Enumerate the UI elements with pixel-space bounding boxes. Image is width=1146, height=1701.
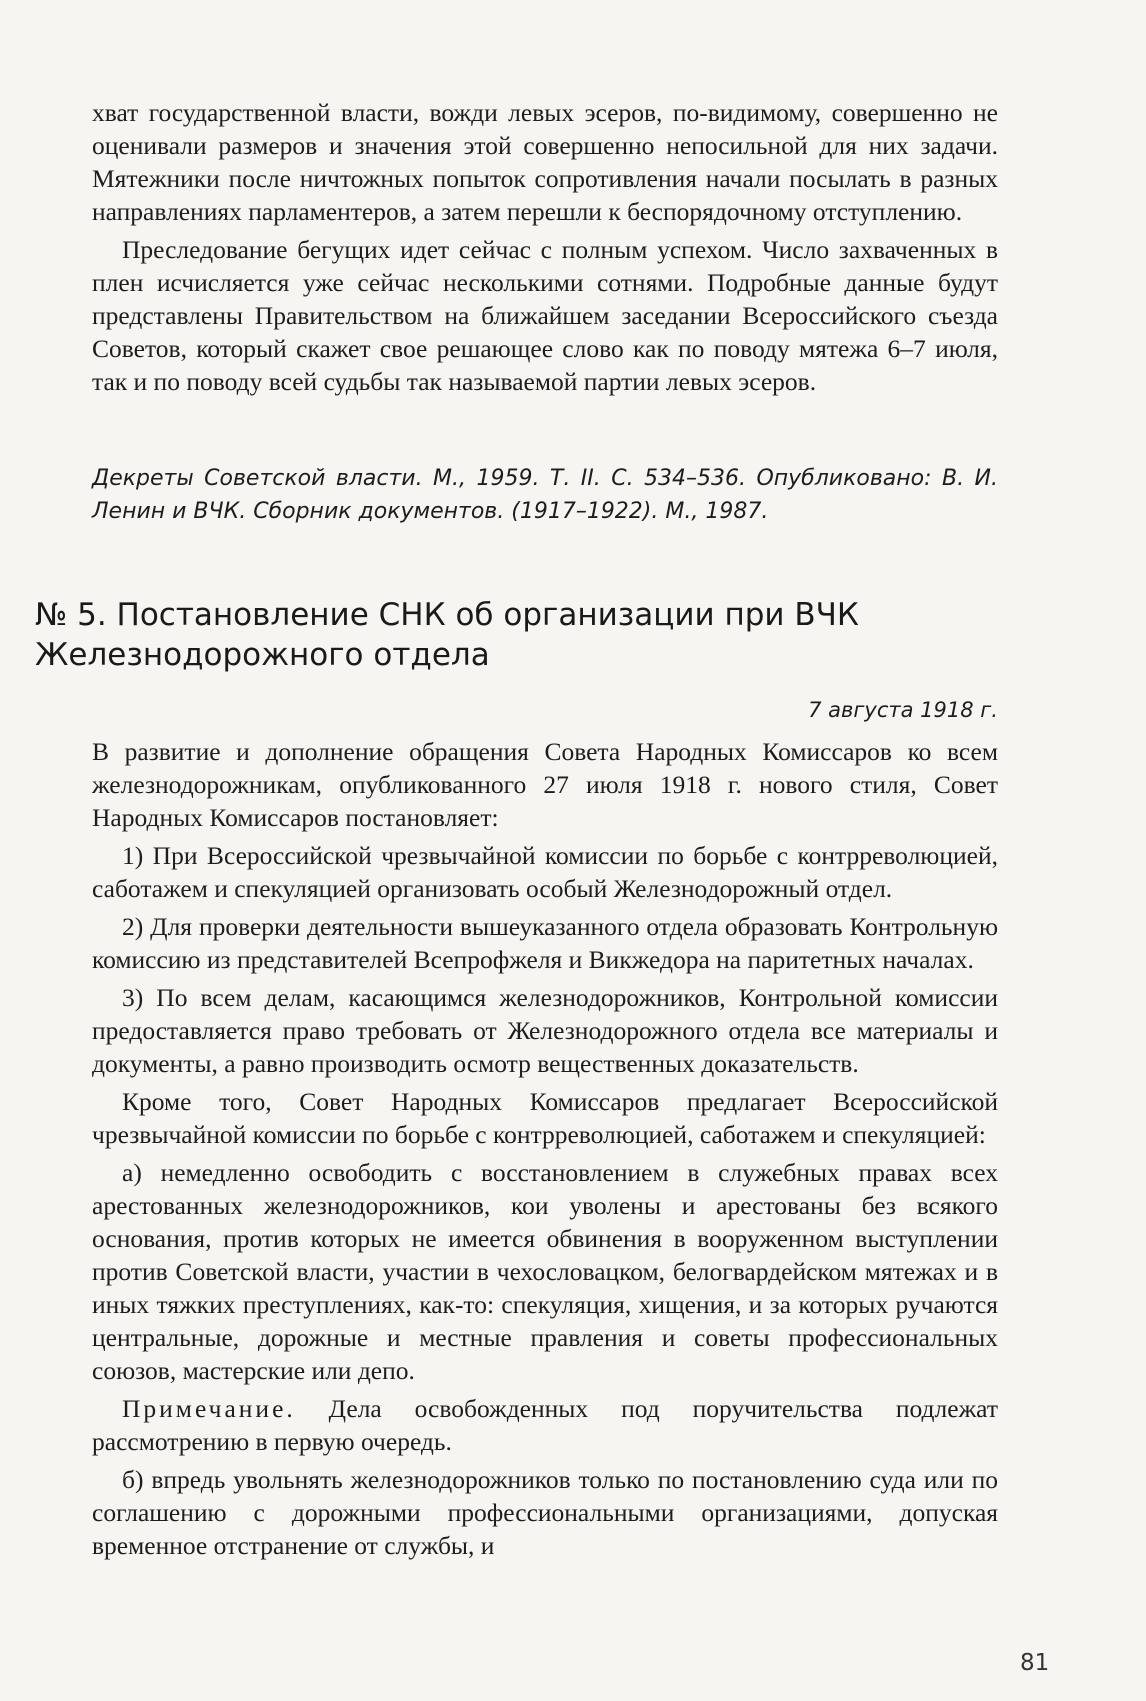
paragraph: б) впредь увольнять железнодорожников только по постановлению суда или по соглашению с дорожными профессиональными организациями, допуская временное отстранение от службы, и bbox=[92, 1465, 998, 1560]
paragraph: Кроме того, Совет Народных Комиссаров предлагает Всероссийской чрезвычайной комиссии по борьбе с контрреволюцией, саботажем и спекуляцией: bbox=[92, 1087, 998, 1149]
source-citation: Декреты Советской власти. М., 1959. Т. II. С. 534–536. Опубликовано: В. И. Ленин и ВЧК. Сборник документов. (1917–1922). М., 1987. bbox=[92, 466, 998, 524]
note-text: Дела освобожденных под поручительства подлежат рассмотрению в первую очередь. bbox=[92, 1394, 998, 1456]
note bbox=[92, 1392, 998, 1458]
paragraph: 3) По всем делам, касающимся железнодорожников, Контрольной комиссии предоставляется право требовать от Железнодорожного отдела все материалы и документы, а равно производить осмотр вещественных доказательств. bbox=[92, 983, 998, 1078]
paragraph: Преследование бегущих идет сейчас с полным успехом. Число захваченных в плен исчисляется уже сейчас несколькими сотнями. Подробные данные будут представлены Правительством на ближайшем заседании Всероссийского съезда Советов, который скажет свое решающее слово как по поводу мятежа 6–7 июля, так и по поводу всей судьбы так называемой партии левых эсеров. bbox=[92, 235, 998, 396]
document-date: 7 августа 1918 г. bbox=[808, 698, 998, 722]
note-label: Примечание. bbox=[122, 1394, 296, 1423]
paragraph: В развитие и дополнение обращения Совета Народных Комиссаров ко всем железнодорожникам, опубликованного 27 июля 1918 г. нового стиля, Совет Народных Комиссаров постановляет: bbox=[92, 737, 998, 832]
previous-document-ending bbox=[92, 96, 998, 398]
paragraph: хват государственной власти, вожди левых эсеров, по-видимому, совершенно не оценивали размеров и значения этой совершенно непосильной для них задачи. Мятежники после ничтожных попыток сопротивления начали посылать в разных направлениях парламентеров, а затем перешли к беспорядочному отступлению. bbox=[92, 98, 998, 226]
paragraph: 2) Для проверки деятельности вышеуказанного отдела образовать Контрольную комиссию из представителей Всепрофжеля и Викжедора на паритетных началах. bbox=[92, 912, 998, 974]
document-body bbox=[92, 735, 998, 1562]
paragraph: 1) При Всероссийской чрезвычайной комиссии по борьбе с контрреволюцией, саботажем и спекуляцией организовать особый Железнодорожный отдел. bbox=[92, 841, 998, 903]
paragraph: а) немедленно освободить с восстановлением в служебных правах всех арестованных железнодорожников, кои уволены и арестованы без всякого основания, против которых не имеется обвинения в вооруженном выступлении против Советской власти, участии в чехословацком, белогвардейском мятежах и в иных тяжких преступлениях, как-то: спекуляция, хищения, и за которых ручаются центральные, дорожные и местные правления и советы профессиональных союзов, мастерские или депо. bbox=[92, 1158, 998, 1385]
document-heading: № 5. Постановление СНК об организации при ВЧК Железнодорожного отдела bbox=[35, 597, 859, 673]
page-number: 81 bbox=[1020, 1650, 1050, 1676]
